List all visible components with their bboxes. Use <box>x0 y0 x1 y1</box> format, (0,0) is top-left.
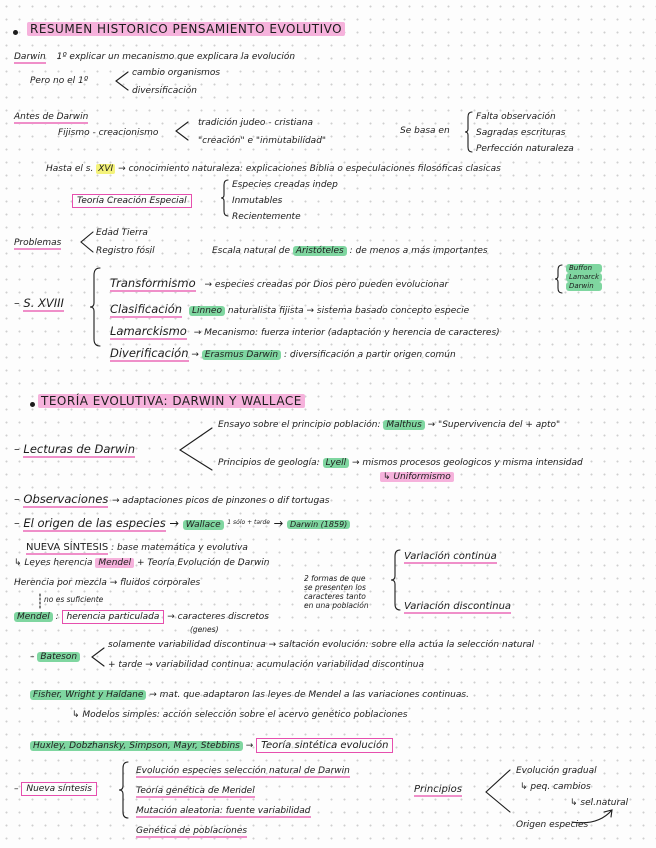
green-1: Buffon <box>566 264 602 273</box>
bullet <box>13 30 18 35</box>
herencia-mezcla: Herencia por mezcla → fluidos corporales <box>14 578 201 588</box>
page-title: RESUMEN HISTORICO PENSAMIENTO EVOLUTIVO <box>27 22 345 36</box>
escala-post: : de menos a más importantes <box>349 246 488 256</box>
lecturas-2-post: → mismos procesos geologicos y misma intensidad <box>352 458 583 468</box>
ns-evo-2: ↳ peq. cambios <box>520 782 591 792</box>
darwin-branch-1: cambio organismos <box>132 68 221 78</box>
clasificacion: Clasificación <box>110 302 183 316</box>
nueva-label: NUEVA SÍNTESIS <box>26 542 109 553</box>
fijismo: Fijismo - creacionismo <box>58 128 159 138</box>
erasmus: Erasmus Darwin <box>202 350 281 360</box>
teoria-2: Inmutables <box>232 196 283 206</box>
diversificacion: Diverificación <box>110 346 189 360</box>
observaciones-label: Observaciones <box>23 492 109 506</box>
observaciones-text: → adaptaciones picos de pinzones o dif tortugas <box>111 496 330 506</box>
aristoteles: Aristóteles <box>293 246 347 256</box>
problemas-label: Problemas <box>14 238 62 248</box>
principios: Principios <box>414 784 462 795</box>
lecturas-1-post: → "Supervivencia del + apto" <box>427 420 561 430</box>
bateson-label: Bateson <box>37 652 80 662</box>
origen-label: El origen de las especies <box>23 516 166 530</box>
darwin-arrow: 1º explicar un mecanismo que explicara la evolución <box>56 52 296 62</box>
transformismo: Transformismo <box>110 276 196 290</box>
formas-3: caracteres tanto <box>304 592 366 601</box>
teoria-3: Recientemente <box>232 212 301 222</box>
teoria-1: Especies creadas indep <box>232 180 338 190</box>
nueva-sintesis-box: Nueva síntesis <box>21 782 97 796</box>
fijismo-branch-2: "creación" e "inmutabilidad" <box>198 136 327 146</box>
ns-item-3: Mutación aleatoria: fuente variabilidad <box>136 806 311 816</box>
darwin-branch-2: diversificación <box>132 86 197 96</box>
hasta-century: XVI <box>98 164 114 174</box>
genes: (genes) <box>190 625 219 634</box>
teoria-sintetica-box: Teoría sintética evolución <box>256 738 393 753</box>
wallace: Wallace <box>183 520 224 530</box>
darwin-1859: Darwin (1859) <box>287 520 350 529</box>
teoria-creacion-box: Teoría Creación Especial <box>72 194 192 208</box>
fisher-sub: ↳ Modelos simples: acción selección sobre el acervo genético poblaciones <box>72 710 408 720</box>
sxviii-label: S. XVIII <box>23 296 64 310</box>
uniformismo: ↳ Uniformismo <box>380 472 454 482</box>
origen-mid: 1 sólo + tarde <box>227 519 270 526</box>
ns-evo-1: Evolución gradual <box>516 766 597 776</box>
bateson-1: solamente variabilidad discontinua → saltación evolución: sobre ella actúa la selección natural <box>108 640 535 650</box>
malthus: Malthus <box>383 420 424 430</box>
formas-2: se presenten los <box>304 583 366 592</box>
fisher-text: → mat. que adaptaron las leyes de Mendel a las variaciones continuas. <box>149 690 469 700</box>
se-basa-3: Perfección naturaleza <box>476 144 574 154</box>
se-basa-1: Falta observación <box>476 112 556 122</box>
clasificacion-desc: naturalista fijista → sistema basado concepto especie <box>227 306 470 316</box>
nueva-text: : base matemática y evolutiva <box>111 543 248 553</box>
ns-evo-3: ↳ sel.natural <box>570 798 629 808</box>
diversificacion-desc: : diversificación a partir origen común <box>283 350 456 360</box>
lamarckismo: Lamarckismo <box>110 324 187 338</box>
ns-evo-4: Origen especies <box>516 820 589 830</box>
formas-1: 2 formas de que <box>304 574 366 583</box>
lamarckismo-desc: → Mecanismo: fuerza interior (adaptación y herencia de caracteres) <box>193 328 500 338</box>
escala-pre: Escala natural de <box>212 246 290 256</box>
mendel-2: Mendel <box>14 612 53 622</box>
fisher-label: Fisher, Wright y Haldane <box>30 690 146 700</box>
fijismo-branch-1: tradición judeo - cristiana <box>198 118 314 128</box>
green-3: Darwin <box>566 282 602 291</box>
ns-item-4: Genética de poblaciones <box>136 826 248 836</box>
variacion-discontinua: Variación discontinua <box>404 601 512 612</box>
bateson-2: + tarde → variabilidad continua: acumulación variabilidad discontinua <box>108 660 424 670</box>
formas-4: en una población <box>304 601 369 610</box>
linneo: Linneo <box>189 306 225 316</box>
hasta-post: → conocimiento naturaleza: explicaciones Biblia o especulaciones filosóficas clasicas <box>118 164 501 174</box>
se-basa-2: Sagradas escrituras <box>476 128 566 138</box>
mendel: Mendel <box>95 558 134 568</box>
bullet <box>30 402 35 407</box>
lecturas-1-pre: Ensayo sobre el principio población: <box>218 420 381 430</box>
leyes-pre: ↳ Leyes herencia <box>14 558 93 568</box>
leyes-post: + Teoría Evolución de Darwin <box>137 558 270 568</box>
no-suficiente: no es suficiente <box>44 595 104 604</box>
problemas-2: Registro fósil <box>96 246 155 256</box>
huxley-label: Huxley, Dobzhansky, Simpson, Mayr, Stebbins <box>30 741 243 751</box>
transformismo-desc: → especies creadas por Dios pero pueden evolucionar <box>204 280 449 290</box>
problemas-1: Edad Tierra <box>96 228 148 238</box>
lecturas-2-pre: Principios de geología: <box>218 458 320 468</box>
lyell: Lyell <box>323 458 350 468</box>
lecturas-label: Lecturas de Darwin <box>23 442 135 456</box>
teoria-evolutiva-title: TEORÍA EVOLUTIVA: DARWIN Y WALLACE <box>38 394 305 408</box>
caracteres: → caracteres discretos <box>167 612 269 622</box>
se-basa: Se basa en <box>400 126 450 136</box>
darwin-not-first: Pero no el 1º <box>30 76 88 86</box>
darwin-label: Darwin <box>14 52 46 62</box>
green-2: Lamarck <box>566 273 602 282</box>
ns-item-2: Teoría genética de Mendel <box>136 786 255 796</box>
ns-item-1: Evolución especies selección natural de Darwin <box>136 766 350 776</box>
variacion-continua: Variación continua <box>404 551 497 562</box>
antes-label: Antes de Darwin <box>14 112 89 122</box>
particulada-box: herencia particulada <box>62 610 165 624</box>
hasta-pre: Hasta el s. <box>46 164 94 174</box>
